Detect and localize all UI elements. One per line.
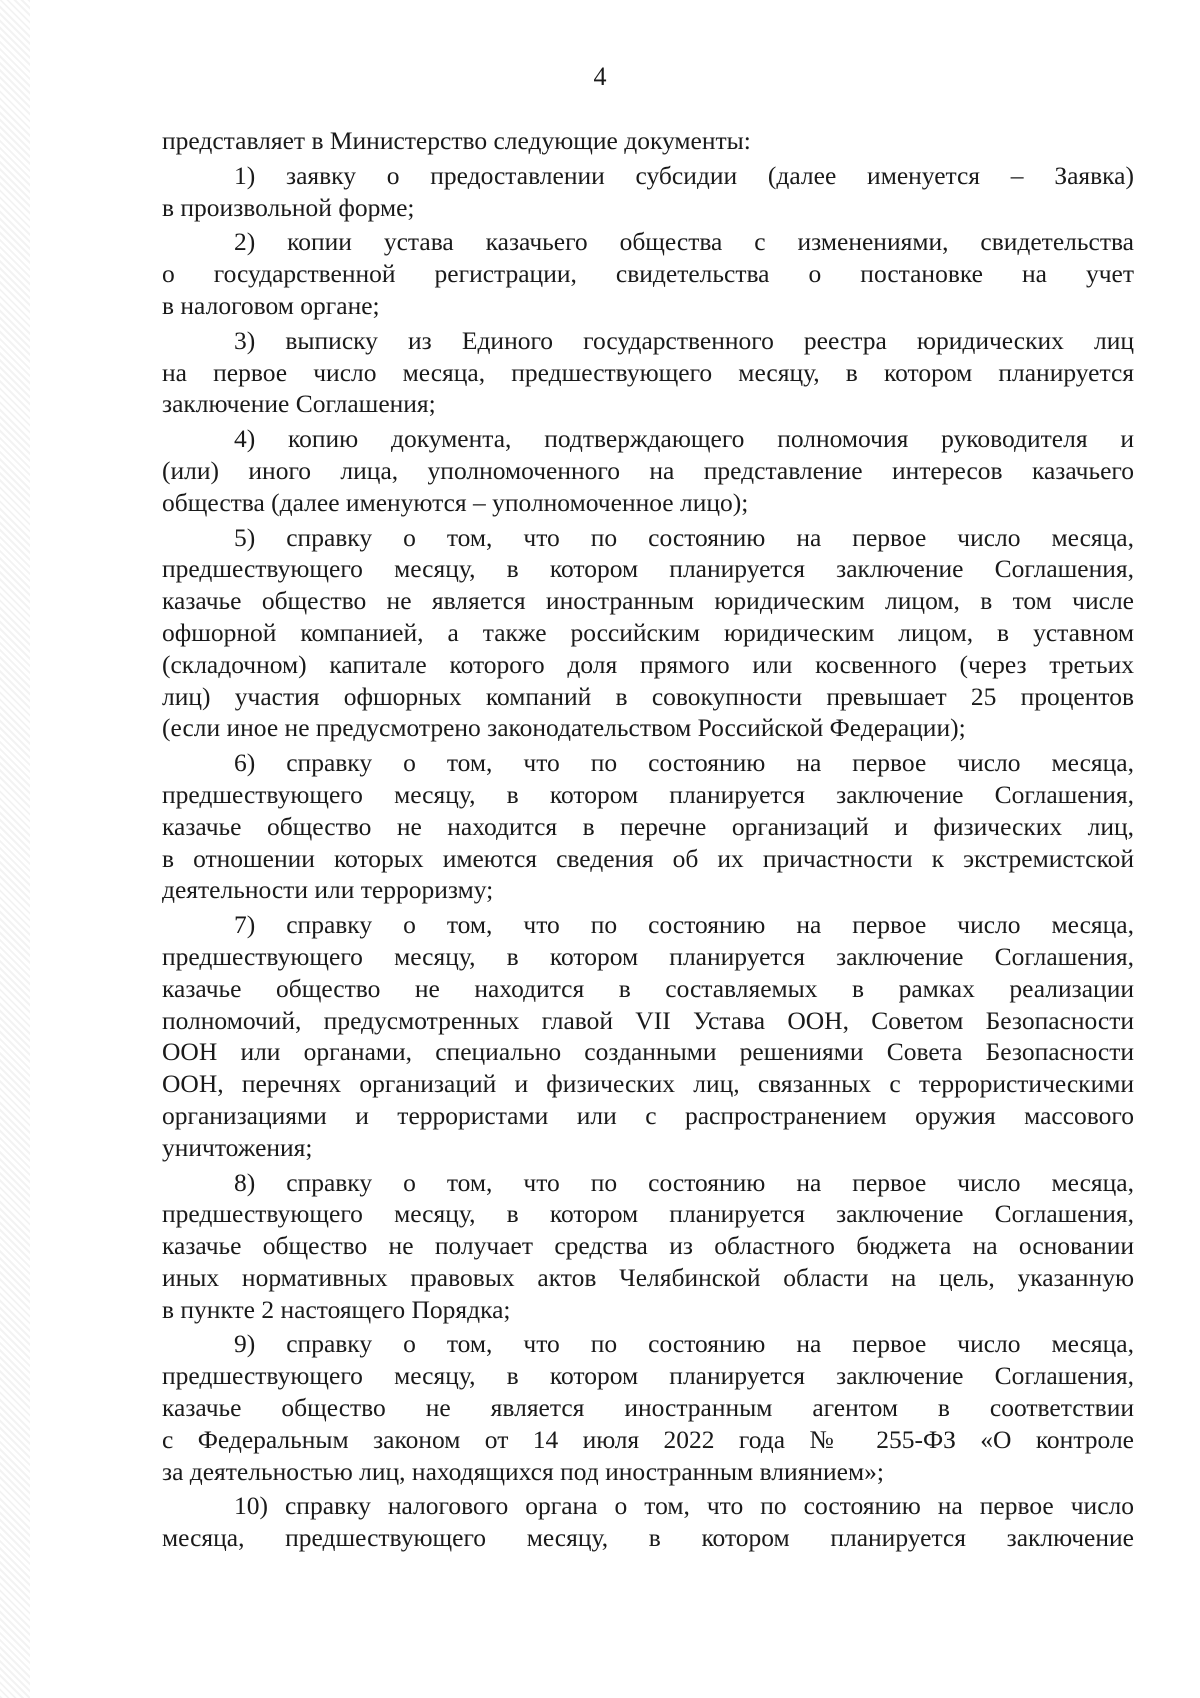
paragraph-first-line: 5) справку о том, что по состоянию на первое число месяца,	[234, 522, 1134, 552]
text-line: офшорной компанией, а также российским юридическим лицом, в уставном	[162, 617, 1134, 647]
text-line: в произвольной форме;	[162, 192, 415, 222]
text-line: на первое число месяца, предшествующего месяцу, в котором планируется	[162, 357, 1134, 387]
text-line: полномочий, предусмотренных главой VII Устава ООН, Советом Безопасности	[162, 1005, 1134, 1035]
text-line: казачье общество не находится в перечне организаций и физических лиц,	[162, 811, 1134, 841]
text-line: (или) иного лица, уполномоченного на представление интересов казачьего	[162, 455, 1134, 485]
text-line: иных нормативных правовых актов Челябинской области на цель, указанную	[162, 1262, 1134, 1292]
paragraph-first-line: 6) справку о том, что по состоянию на первое число месяца,	[234, 748, 1134, 778]
text-line: месяца, предшествующего месяцу, в котором планируется заключение	[162, 1523, 1134, 1553]
text-line: ООН или органами, специально созданными решениями Совета Безопасности	[162, 1037, 1134, 1067]
document-body	[162, 125, 1134, 1554]
paragraph-first-line: 9) справку о том, что по состоянию на первое число месяца,	[234, 1329, 1134, 1359]
paragraph-first-line: 3) выписку из Единого государственного реестра юридических лиц	[234, 325, 1134, 355]
text-line: заключение Соглашения;	[162, 389, 436, 419]
paragraph-first-line: 4) копию документа, подтверждающего полномочия руководителя и	[234, 424, 1134, 454]
text-line: ООН, перечнях организаций и физических лиц, связанных с террористическими	[162, 1069, 1134, 1099]
text-line: в налоговом органе;	[162, 290, 380, 320]
text-line: казачье общество не получает средства из областного бюджета на основании	[162, 1231, 1134, 1261]
paragraph-first-line: 7) справку о том, что по состоянию на первое число месяца,	[234, 910, 1134, 940]
text-line: казачье общество не является иностранным агентом в соответствии	[162, 1393, 1134, 1423]
paragraph-first-line: 10) справку налогового органа о том, что по состоянию на первое число	[234, 1491, 1134, 1521]
paragraph-first-line: 1) заявку о предоставлении субсидии (далее именуется – Заявка)	[234, 160, 1134, 190]
text-line: общества (далее именуются – уполномоченное лицо);	[162, 487, 749, 517]
text-line: деятельности или терроризму;	[162, 875, 494, 905]
text-line: за деятельностью лиц, находящихся под иностранным влиянием»;	[162, 1456, 884, 1486]
text-line: предшествующего месяцу, в котором планируется заключение Соглашения,	[162, 941, 1134, 971]
text-line: в пункте 2 настоящего Порядка;	[162, 1294, 511, 1324]
text-line: казачье общество не является иностранным юридическим лицом, в том числе	[162, 586, 1134, 616]
paragraph-first-line: 2) копии устава казачьего общества с изменениями, свидетельства	[234, 227, 1134, 257]
text-line: предшествующего месяцу, в котором планируется заключение Соглашения,	[162, 554, 1134, 584]
text-line: (складочном) капитале которого доля прямого или косвенного (через третьих	[162, 649, 1134, 679]
text-line: (если иное не предусмотрено законодательством Российской Федерации);	[162, 713, 966, 743]
text-line: в отношении которых имеются сведения об их причастности к экстремистской	[162, 843, 1134, 873]
text-line: казачье общество не находится в составляемых в рамках реализации	[162, 973, 1134, 1003]
paragraph-first-line: 8) справку о том, что по состоянию на первое число месяца,	[234, 1167, 1134, 1197]
text-line: предшествующего месяцу, в котором планируется заключение Соглашения,	[162, 1361, 1134, 1391]
text-line: лиц) участия офшорных компаний в совокупности превышает 25 процентов	[162, 681, 1134, 711]
scan-edge	[0, 0, 30, 1698]
text-line: организациями и террористами или с распространением оружия массового	[162, 1100, 1134, 1130]
text-line: представляет в Министерство следующие документы:	[162, 126, 751, 155]
text-line: предшествующего месяцу, в котором планируется заключение Соглашения,	[162, 1199, 1134, 1229]
page-number: 4	[593, 62, 607, 91]
text-line: предшествующего месяцу, в котором планируется заключение Соглашения,	[162, 779, 1134, 809]
text-line: уничтожения;	[162, 1132, 313, 1162]
text-line: с Федеральным законом от 14 июля 2022 года № 255-ФЗ «О контроле	[162, 1424, 1134, 1454]
text-line: о государственной регистрации, свидетельства о постановке на учет	[162, 259, 1134, 289]
